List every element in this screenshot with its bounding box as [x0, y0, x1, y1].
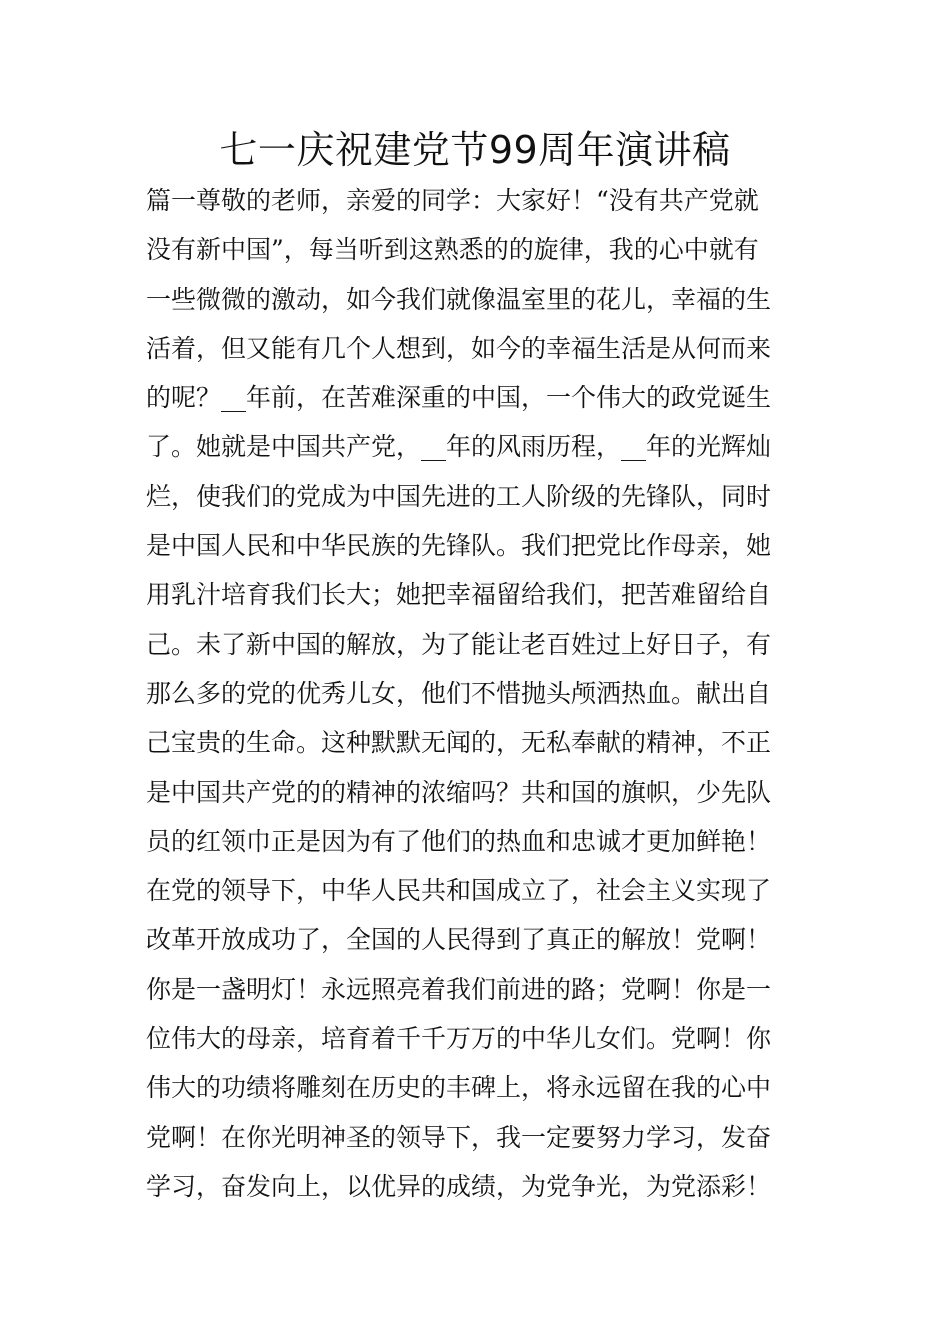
body-line: 用乳汁培育我们长大；她把幸福留给我们，把苦难留给自: [146, 580, 772, 610]
body-line: 改革开放成功了，全国的人民得到了真正的解放！党啊！: [146, 925, 772, 955]
body-line: 没有新中国”，每当听到这熟悉的的旋律，我的心中就有: [146, 235, 759, 265]
body-line: 了。她就是中国共产党，__年的风雨历程，__年的光辉灿: [146, 432, 772, 462]
body-line: 篇一尊敬的老师，亲爱的同学：大家好！“没有共产党就: [146, 186, 759, 215]
body-line: 己宝贵的生命。这种默默无闻的，无私奉献的精神，不正: [146, 728, 772, 758]
body-line: 你是一盏明灯！永远照亮着我们前进的路；党啊！你是一: [146, 974, 772, 1004]
body-line: 员的红领巾正是因为有了他们的热血和忠诚才更加鲜艳！: [146, 826, 772, 856]
body-line: 学习，奋发向上，以优异的成绩，为党争光，为党添彩！: [146, 1171, 772, 1201]
body-line: 的呢？__年前，在苦难深重的中国，一个伟大的政党诞生: [146, 383, 772, 413]
body-line: 伟大的功绩将雕刻在历史的丰碑上，将永远留在我的心中: [146, 1073, 772, 1103]
document-title: 七一庆祝建党节99周年演讲稿: [219, 128, 731, 172]
body-line: 一些微微的激动，如今我们就像温室里的花儿，幸福的生: [146, 284, 772, 314]
body-line: 己。未了新中国的解放，为了能让老百姓过上好日子，有: [146, 629, 772, 659]
body-line: 位伟大的母亲，培育着千千万万的中华儿女们。党啊！你: [146, 1024, 772, 1054]
body-line: 活着，但又能有几个人想到，如今的幸福生活是从何而来: [146, 333, 772, 363]
body-line: 烂，使我们的党成为中国先进的工人阶级的先锋队，同时: [146, 481, 772, 511]
document-body: [146, 176, 816, 1211]
body-line: 那么多的党的优秀儿女，他们不惜抛头颅洒热血。献出自: [146, 678, 772, 708]
body-line: 是中国人民和中华民族的先锋队。我们把党比作母亲，她: [146, 531, 772, 561]
body-line: 是中国共产党的的精神的浓缩吗？共和国的旗帜，少先队: [146, 777, 772, 807]
body-line: 党啊！在你光明神圣的领导下，我一定要努力学习，发奋: [146, 1122, 772, 1152]
body-line: 在党的领导下，中华人民共和国成立了，社会主义实现了: [146, 876, 772, 906]
